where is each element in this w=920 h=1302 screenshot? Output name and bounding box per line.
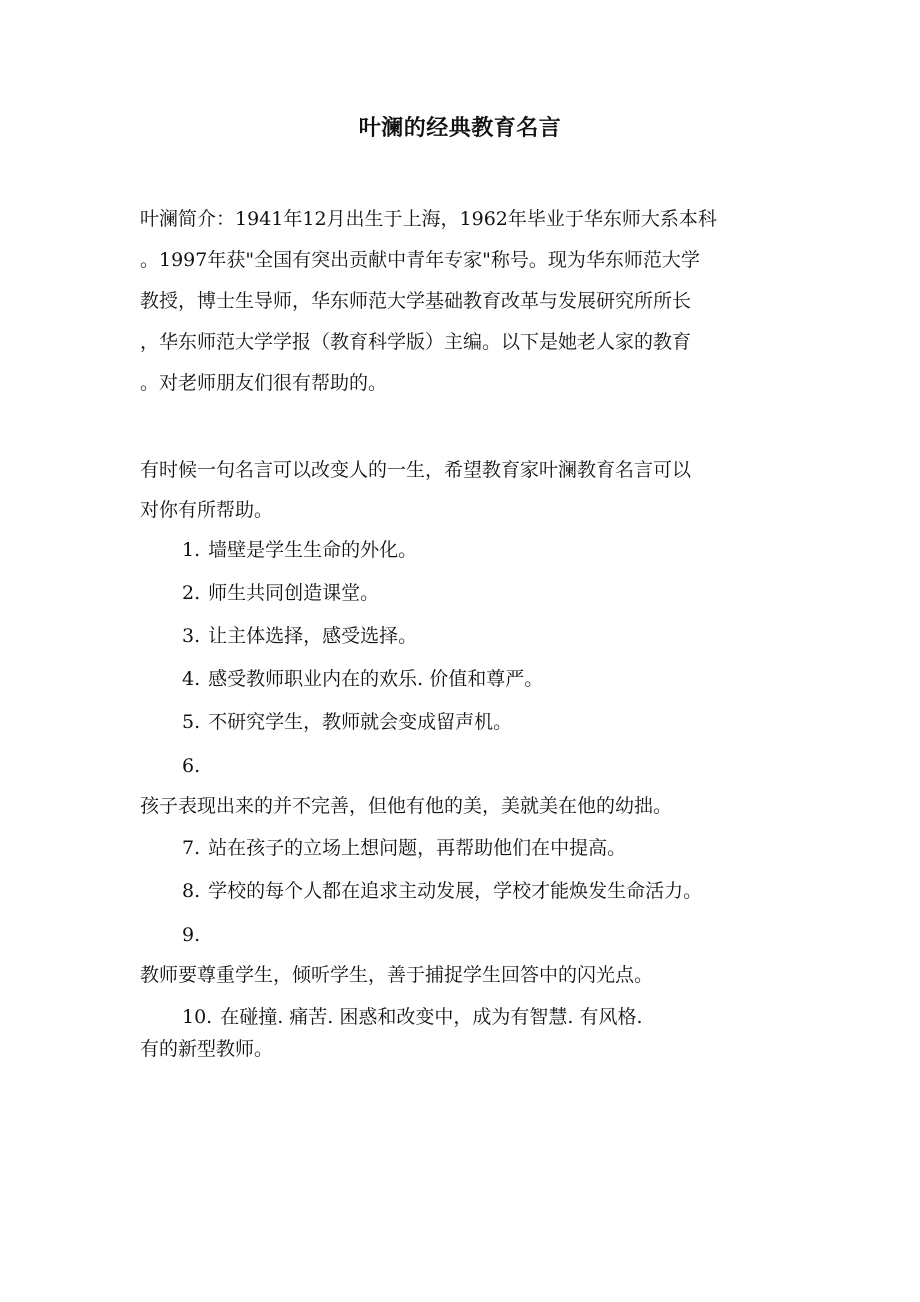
list-item-number: 3.: [182, 625, 201, 647]
list-item: [140, 621, 820, 651]
list-item-text: 在碰撞. 痛苦. 困惑和改变中，成为有智慧. 有风格.: [220, 1006, 643, 1028]
list-item-continuation: 教师要尊重学生，倾听学生，善于捕捉学生回答中的闪光点。: [140, 964, 654, 986]
lead-paragraph: [140, 450, 780, 530]
list-item-number: 1.: [182, 539, 201, 561]
list-item-number: 4.: [182, 668, 201, 690]
intro-paragraph: [140, 199, 780, 404]
list-item: [140, 1002, 820, 1064]
list-item-text: 学校的每个人都在追求主动发展，学校才能焕发生命活力。: [208, 880, 703, 902]
list-item-text: 让主体选择，感受选择。: [208, 625, 418, 647]
intro-line: 。1997年获"全国有突出贡献中青年专家"称号。现为华东师范大学: [140, 249, 700, 271]
list-item-number: 7.: [182, 837, 201, 859]
list-item: [140, 535, 820, 565]
list-item: [140, 578, 820, 608]
list-item-number: 2.: [182, 582, 201, 604]
list-item-continuation: 孩子表现出来的并不完善，但他有他的美，美就美在他的幼拙。: [140, 795, 673, 817]
list-item: [140, 707, 820, 737]
intro-line: 。对老师朋友们很有帮助的。: [140, 372, 388, 394]
intro-line: ，华东师范大学学报（教育科学版）主编。以下是她老人家的教育: [140, 331, 692, 353]
list-item: [140, 664, 820, 694]
intro-line: 教授，博士生导师，华东师范大学基础教育改革与发展研究所所长: [140, 290, 692, 312]
list-item-text: 感受教师职业内在的欢乐. 价值和尊严。: [208, 668, 544, 690]
list-item: [140, 751, 820, 821]
list-item: [140, 876, 820, 906]
list-item-text: 站在孩子的立场上想问题，再帮助他们在中提高。: [208, 837, 627, 859]
list-item-number: 6.: [182, 755, 201, 777]
list-item-text: 师生共同创造课堂。: [208, 582, 380, 604]
list-item-text: 墙壁是学生生命的外化。: [208, 539, 418, 561]
page-title: 叶澜的经典教育名言: [358, 115, 562, 141]
list-item-number: 10.: [182, 1006, 213, 1028]
intro-line: 叶澜简介：1941年12月出生于上海，1962年毕业于华东师大系本科: [140, 208, 717, 230]
list-item-number: 5.: [182, 711, 201, 733]
list-item: [140, 833, 820, 863]
list-item-number: 8.: [182, 880, 201, 902]
lead-line: 有时候一句名言可以改变人的一生，希望教育家叶澜教育名言可以: [140, 459, 692, 481]
list-item-continuation: 有的新型教师。: [140, 1038, 274, 1060]
lead-line: 对你有所帮助。: [140, 499, 274, 521]
list-item-text: 不研究学生，教师就会变成留声机。: [208, 711, 513, 733]
list-item-number: 9.: [182, 924, 201, 946]
list-item: [140, 920, 820, 990]
